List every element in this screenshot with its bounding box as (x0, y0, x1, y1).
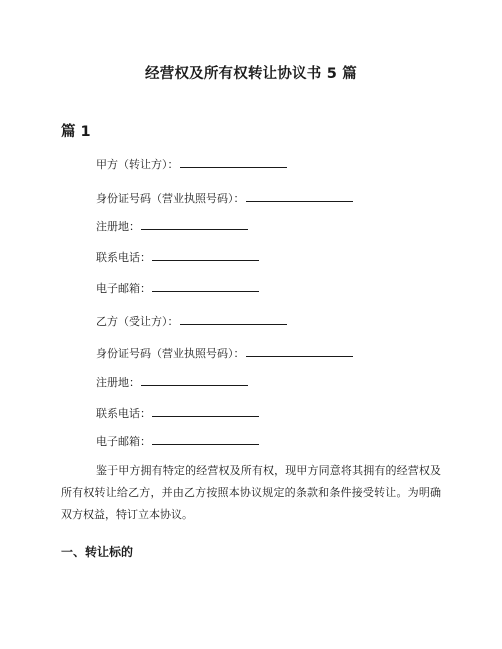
subsection-heading: 一、转让标的 (61, 545, 134, 559)
blank-line (152, 280, 259, 292)
blank-line (180, 156, 287, 168)
field-label: 身份证号码（营业执照号码）： (96, 192, 245, 205)
blank-line (152, 433, 259, 445)
field-label: 乙方（受让方）： (96, 315, 179, 328)
party-b-name-field (96, 313, 287, 329)
section-heading: 篇 1 (61, 124, 91, 140)
blank-line (246, 190, 353, 202)
field-label: 电子邮箱： (96, 282, 151, 295)
party-a-email-field (96, 280, 259, 296)
field-label: 联系电话： (96, 407, 151, 420)
blank-line (141, 218, 248, 230)
field-label: 注册地： (96, 376, 140, 389)
party-b-id-field (96, 345, 353, 361)
document-title: 经营权及所有权转让协议书 5 篇 (145, 66, 357, 82)
blank-line (180, 313, 287, 325)
blank-line (246, 345, 353, 357)
blank-line (152, 249, 259, 261)
blank-line (152, 405, 259, 417)
field-label: 电子邮箱： (96, 435, 151, 448)
field-label: 甲方（转让方）： (96, 158, 179, 171)
preamble-paragraph: 鉴于甲方拥有特定的经营权及所有权，现甲方同意将其拥有的经营权及所有权转让给乙方，并由乙方按照本协议规定的条款和条件接受转让。为明确双方权益，特订立本协议。 (61, 464, 441, 521)
party-b-address-field (96, 374, 248, 390)
field-label: 身份证号码（营业执照号码）： (96, 347, 245, 360)
party-b-phone-field (96, 405, 259, 421)
party-a-phone-field (96, 249, 259, 265)
party-a-id-field (96, 190, 353, 206)
party-a-name-field (96, 156, 287, 172)
party-b-email-field (96, 433, 259, 449)
blank-line (141, 374, 248, 386)
field-label: 联系电话： (96, 251, 151, 264)
party-a-address-field (96, 218, 248, 234)
field-label: 注册地： (96, 220, 140, 233)
